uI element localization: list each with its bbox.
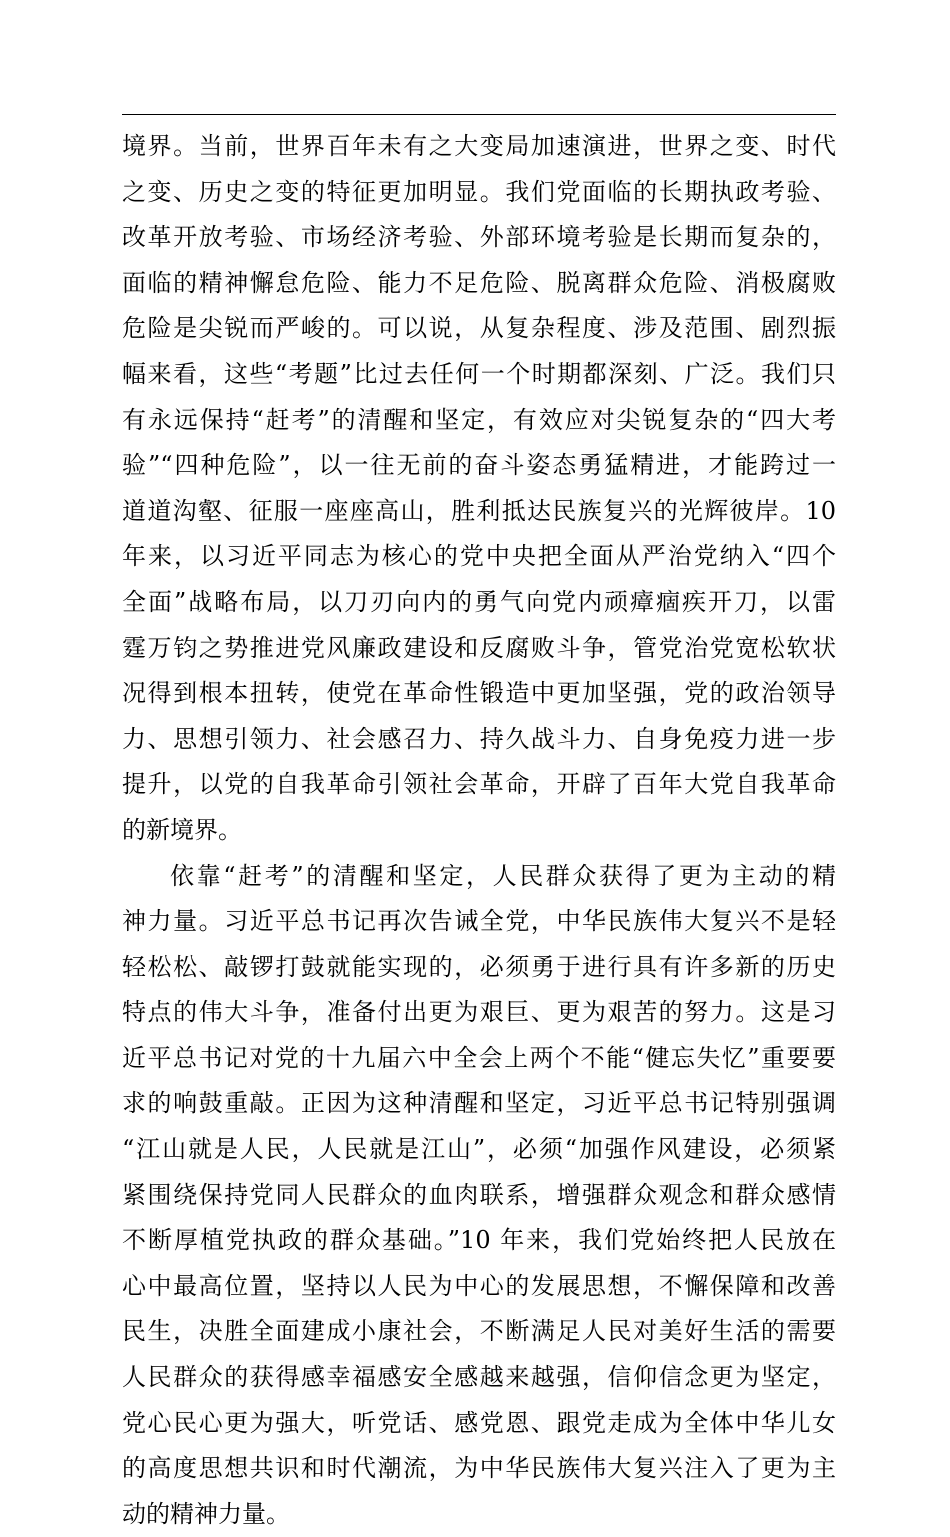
text-line: 轻松松、敲锣打鼓就能实现的，必须勇于进行具有许多新的历史	[122, 945, 836, 991]
text-line: 心中最高位置，坚持以人民为中心的发展思想，不懈保障和改善	[122, 1264, 836, 1310]
text-line: 况得到根本扭转，使党在革命性锻造中更加坚强，党的政治领导	[122, 671, 836, 717]
text-line: 紧围绕保持党同人民群众的血肉联系，增强群众观念和群众感情	[122, 1173, 836, 1219]
text-line: 之变、历史之变的特征更加明显。我们党面临的长期执政考验、	[122, 170, 836, 216]
text-line: 提升，以党的自我革命引领社会革命，开辟了百年大党自我革命	[122, 762, 836, 808]
text-line: 党心民心更为强大，听党话、感党恩、跟党走成为全体中华儿女	[122, 1401, 836, 1447]
text-line: “江山就是人民，人民就是江山”，必须“加强作风建设，必须紧	[122, 1127, 836, 1173]
text-line: 的新境界。	[122, 808, 836, 854]
text-line: 有永远保持“赶考”的清醒和坚定，有效应对尖锐复杂的“四大考	[122, 398, 836, 444]
text-line: 力、思想引领力、社会感召力、持久战斗力、自身免疫力进一步	[122, 717, 836, 763]
text-line: 改革开放考验、市场经济考验、外部环境考验是长期而复杂的，	[122, 215, 836, 261]
text-line: 面临的精神懈怠危险、能力不足危险、脱离群众危险、消极腐败	[122, 261, 836, 307]
text-line: 年来，以习近平同志为核心的党中央把全面从严治党纳入“四个	[122, 534, 836, 580]
document-body	[122, 124, 836, 1537]
text-line: 特点的伟大斗争，准备付出更为艰巨、更为艰苦的努力。这是习	[122, 990, 836, 1036]
text-line: 验”“四种危险”，以一往无前的奋斗姿态勇猛精进，才能跨过一	[122, 443, 836, 489]
text-line: 幅来看，这些“考题”比过去任何一个时期都深刻、广泛。我们只	[122, 352, 836, 398]
text-line: 动的精神力量。	[122, 1492, 836, 1537]
text-line: 近平总书记对党的十九届六中全会上两个不能“健忘失忆”重要要	[122, 1036, 836, 1082]
paragraph-1	[122, 124, 836, 854]
text-line: 依靠“赶考”的清醒和坚定，人民群众获得了更为主动的精	[122, 854, 836, 900]
text-line: 不断厚植党执政的群众基础。”10 年来，我们党始终把人民放在	[122, 1218, 836, 1264]
text-line: 境界。当前，世界百年未有之大变局加速演进，世界之变、时代	[122, 124, 836, 170]
text-line: 危险是尖锐而严峻的。可以说，从复杂程度、涉及范围、剧烈振	[122, 306, 836, 352]
text-line: 道道沟壑、征服一座座高山，胜利抵达民族复兴的光辉彼岸。10	[122, 489, 836, 535]
text-line: 全面”战略布局，以刀刃向内的勇气向党内顽瘴痼疾开刀，以雷	[122, 580, 836, 626]
text-line: 神力量。习近平总书记再次告诫全党，中华民族伟大复兴不是轻	[122, 899, 836, 945]
header-rule	[122, 114, 836, 115]
text-line: 的高度思想共识和时代潮流，为中华民族伟大复兴注入了更为主	[122, 1446, 836, 1492]
text-line: 求的响鼓重敲。正因为这种清醒和坚定，习近平总书记特别强调	[122, 1081, 836, 1127]
text-line: 民生，决胜全面建成小康社会，不断满足人民对美好生活的需要	[122, 1309, 836, 1355]
text-line: 霆万钧之势推进党风廉政建设和反腐败斗争，管党治党宽松软状	[122, 626, 836, 672]
paragraph-2	[122, 854, 836, 1537]
text-line: 人民群众的获得感幸福感安全感越来越强，信仰信念更为坚定，	[122, 1355, 836, 1401]
